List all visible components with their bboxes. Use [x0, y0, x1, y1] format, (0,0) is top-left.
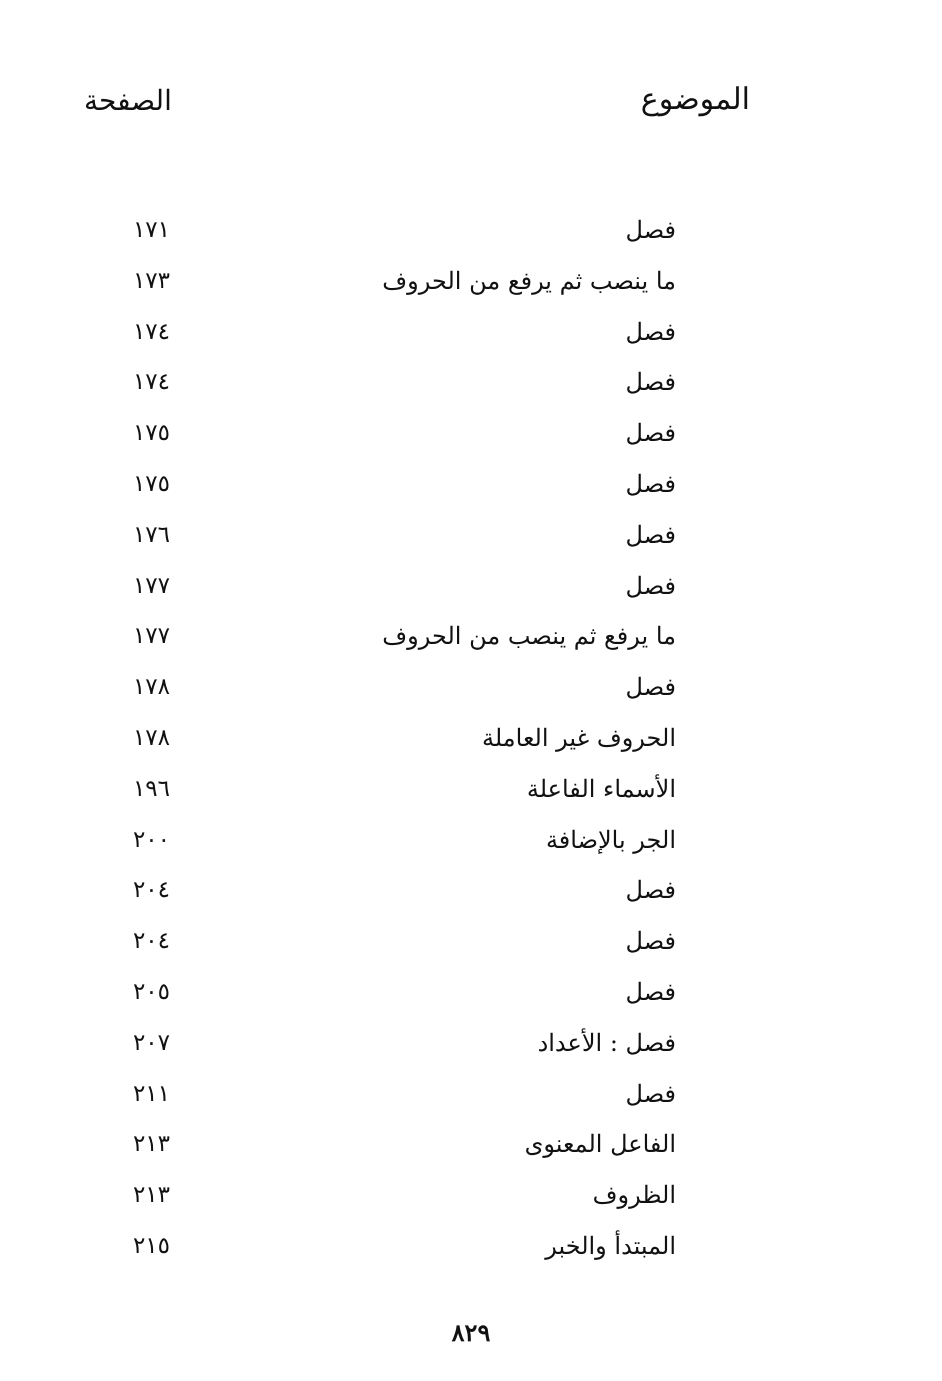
toc-row [0, 1074, 942, 1125]
toc-entry-title: فصل [625, 1079, 676, 1108]
toc-row [0, 616, 942, 667]
toc-row [0, 667, 942, 718]
toc-row [0, 769, 942, 820]
toc-entry-title: فصل [625, 876, 676, 905]
toc-entry-title: فصل [625, 927, 676, 956]
toc-entry-title: فصل [625, 317, 676, 346]
toc-list [0, 210, 942, 1277]
toc-entry-title: فصل : الأعداد [537, 1028, 676, 1057]
toc-entry-page: ١٧٨ [132, 724, 170, 751]
toc-entry-title: الظروف [592, 1181, 676, 1210]
toc-row [0, 362, 942, 413]
toc-entry-page: ٢١٥ [132, 1232, 170, 1259]
toc-entry-title: فصل [625, 368, 676, 397]
toc-entry-page: ١٧٥ [132, 470, 170, 497]
toc-entry-title: فصل [625, 673, 676, 702]
toc-entry-page: ٢٠٠ [132, 826, 170, 853]
toc-header [0, 82, 942, 132]
toc-row [0, 1175, 942, 1226]
toc-entry-page: ١٧٦ [132, 521, 170, 548]
toc-row [0, 1023, 942, 1074]
toc-row [0, 820, 942, 871]
header-page-label: الصفحة [84, 84, 172, 117]
toc-entry-title: فصل [625, 977, 676, 1006]
toc-row [0, 718, 942, 769]
toc-entry-title: فصل [625, 216, 676, 244]
toc-entry-title: فصل [625, 469, 676, 498]
toc-entry-title: الأسماء الفاعلة [526, 774, 676, 803]
toc-entry-title: الجر بالإضافة [545, 825, 676, 854]
toc-entry-page: ٢١٣ [132, 1131, 170, 1158]
toc-row [0, 464, 942, 515]
toc-row [0, 972, 942, 1023]
toc-row [0, 1226, 942, 1277]
toc-entry-page: ١٩٦ [132, 775, 170, 802]
toc-entry-page: ١٧٨ [132, 674, 170, 701]
toc-row [0, 1124, 942, 1175]
toc-entry-page: ٢٠٥ [132, 978, 170, 1005]
toc-entry-page: ١٧٥ [132, 420, 170, 447]
toc-row [0, 870, 942, 921]
toc-entry-title: فصل [625, 571, 676, 600]
toc-entry-page: ٢٠٤ [132, 877, 170, 904]
toc-row [0, 921, 942, 972]
toc-entry-title: الحروف غير العاملة [481, 723, 676, 752]
toc-entry-title: ما ينصب ثم يرفع من الحروف [382, 266, 676, 295]
toc-entry-page: ٢٠٤ [132, 928, 170, 955]
toc-row [0, 261, 942, 312]
toc-row [0, 210, 942, 261]
toc-entry-page: ٢١٣ [132, 1182, 170, 1209]
toc-row [0, 566, 942, 617]
toc-entry-page: ١٧٧ [132, 623, 170, 650]
toc-entry-title: المبتدأ والخبر [545, 1231, 676, 1260]
toc-entry-title: فصل [625, 520, 676, 549]
toc-entry-page: ١٧٧ [132, 572, 170, 599]
toc-entry-page: ٢١١ [132, 1080, 170, 1107]
header-topic-label: الموضوع [640, 82, 750, 117]
toc-entry-page: ١٧١ [132, 217, 170, 243]
toc-row [0, 312, 942, 363]
toc-entry-title: الفاعل المعنوى [524, 1130, 676, 1159]
toc-entry-page: ١٧٤ [132, 369, 170, 396]
toc-row [0, 413, 942, 464]
toc-entry-page: ٢٠٧ [132, 1029, 170, 1056]
toc-entry-title: ما يرفع ثم ينصب من الحروف [382, 622, 676, 651]
toc-entry-title: فصل [625, 419, 676, 448]
toc-entry-page: ١٧٤ [132, 318, 170, 345]
page-number: ٨٢٩ [451, 1318, 491, 1347]
toc-entry-page: ١٧٣ [132, 267, 170, 294]
toc-row [0, 515, 942, 566]
